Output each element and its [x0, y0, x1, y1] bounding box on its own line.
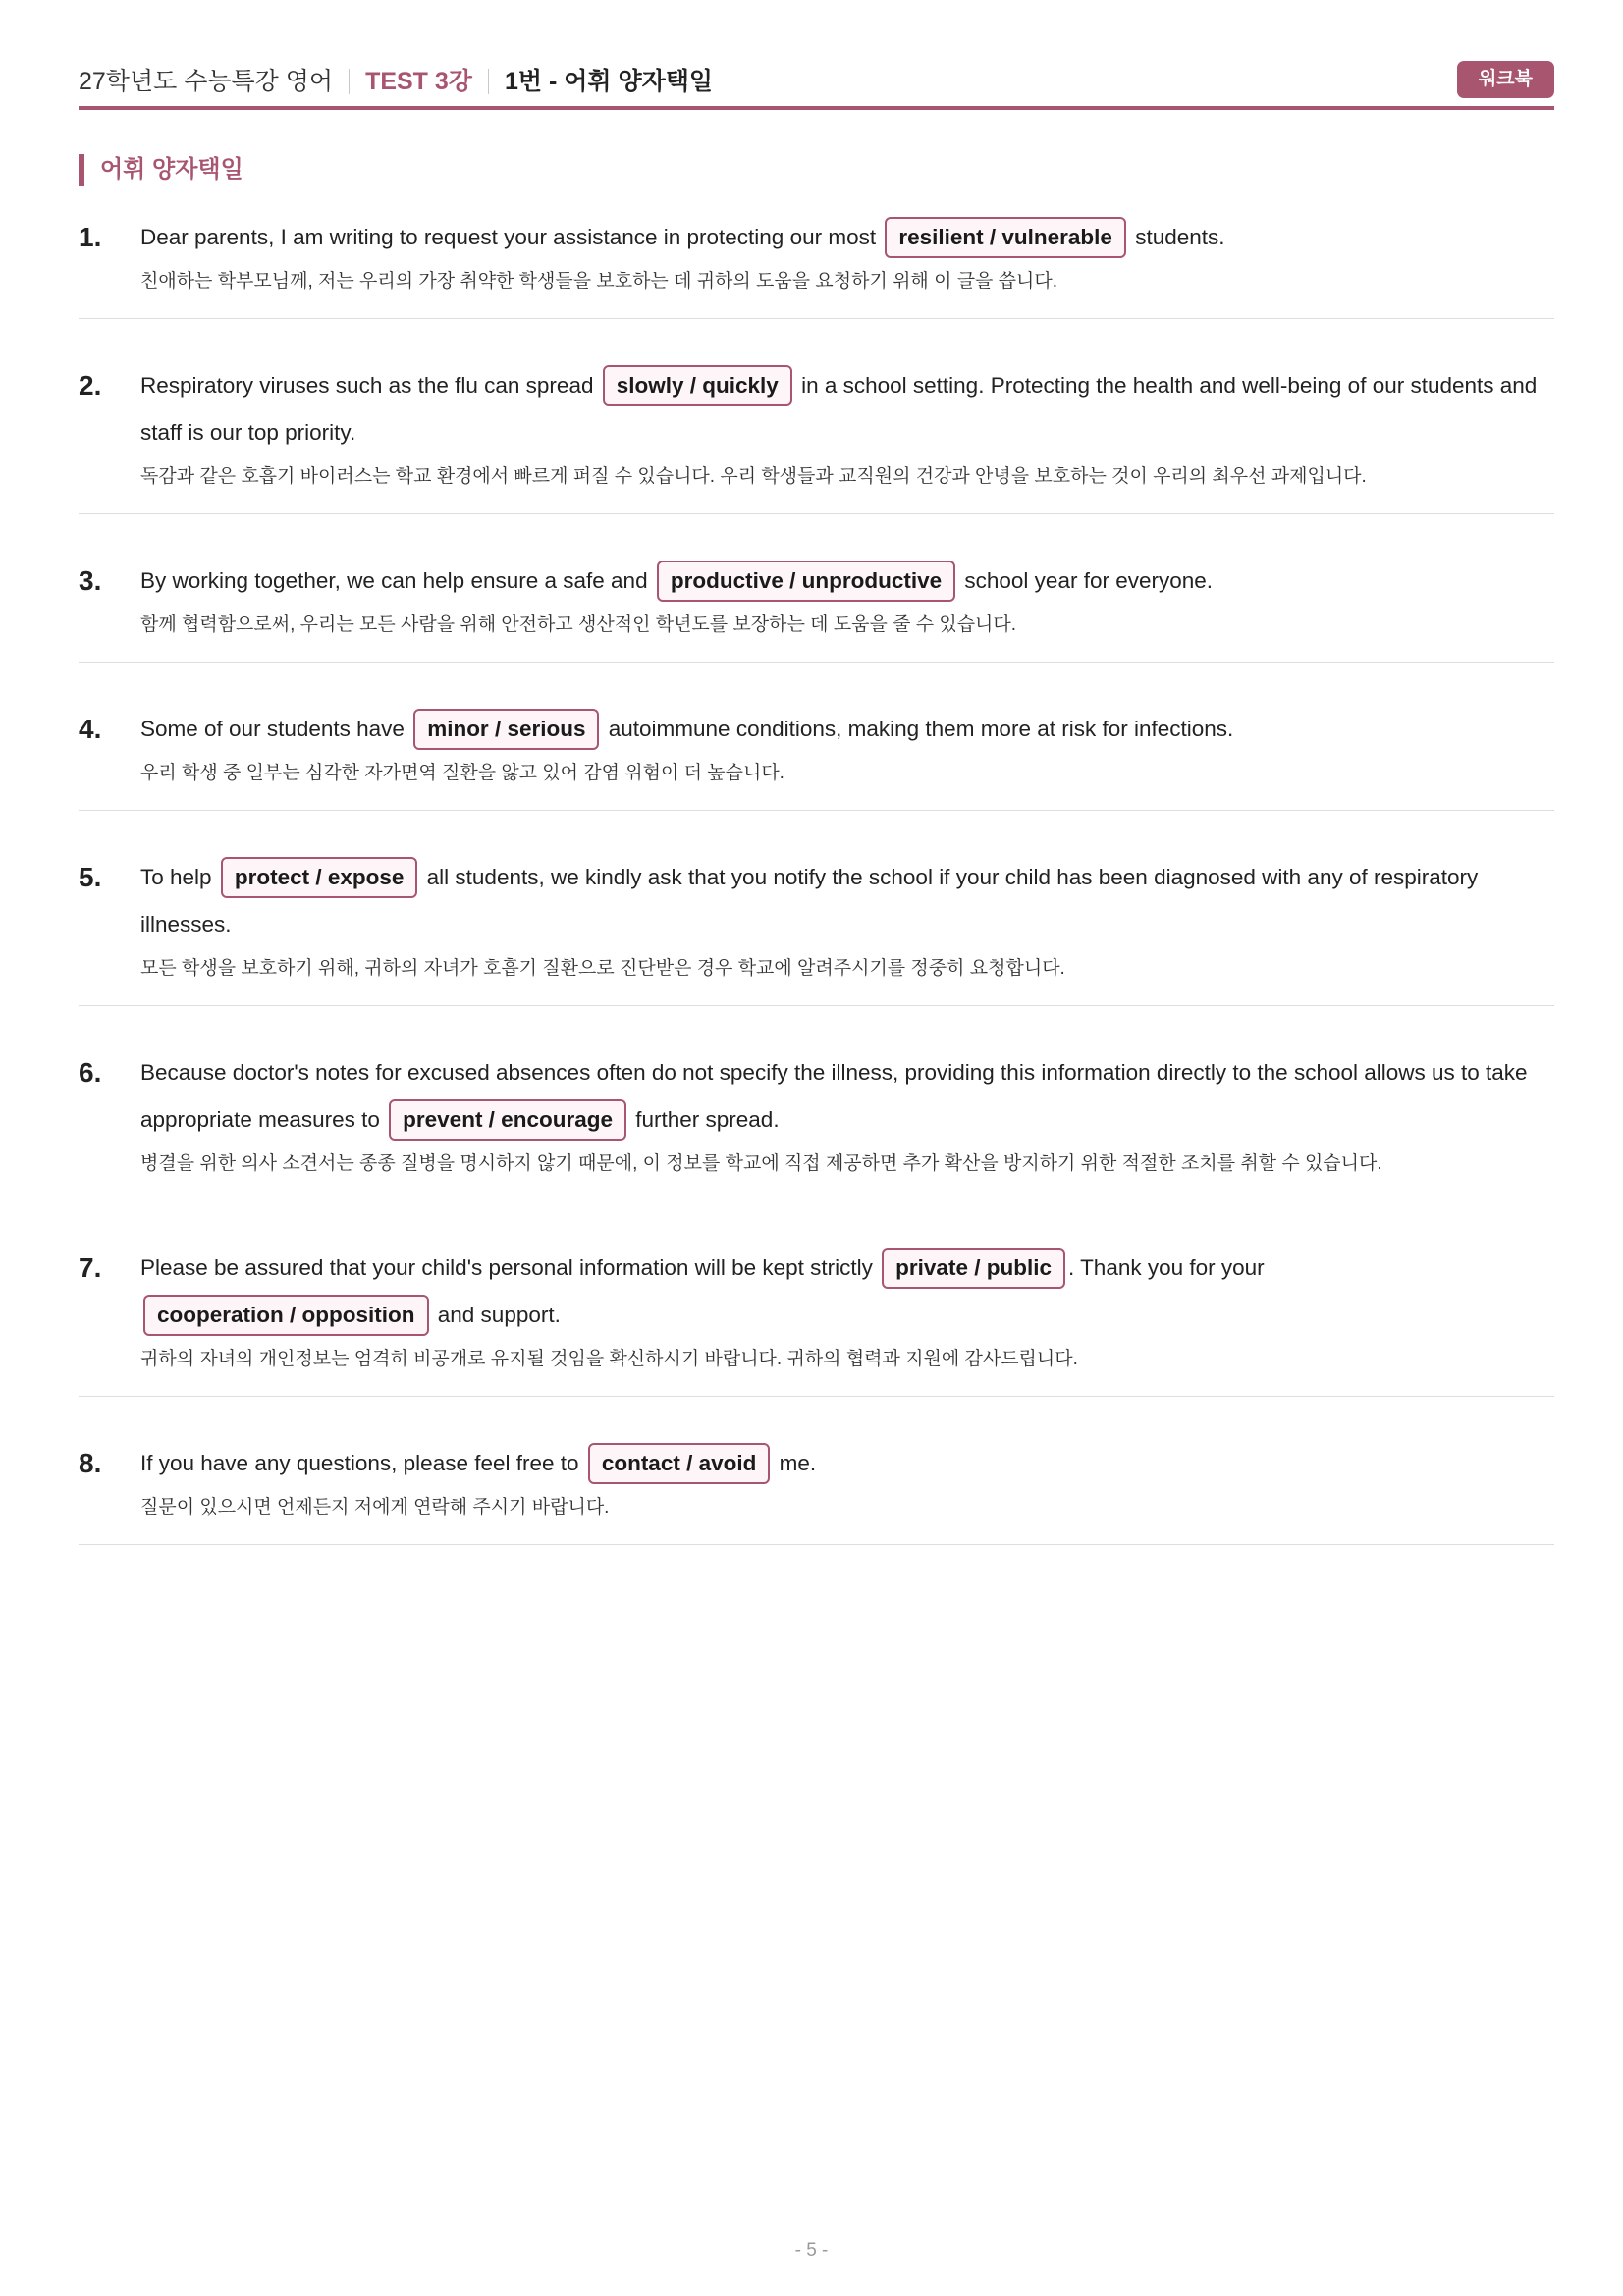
page-header: [79, 61, 1554, 110]
sentence-text: To help: [140, 865, 212, 889]
choice-box[interactable]: resilient / vulnerable: [885, 217, 1126, 258]
question-number: 2.: [79, 370, 102, 400]
korean-translation: 독감과 같은 호흡기 바이러스는 학교 환경에서 빠르게 퍼질 수 있습니다. 우리 학생들과 교직원의 건강과 안녕을 보호하는 것이 우리의 최우선 과제입니다.: [140, 466, 1367, 487]
sentence-text: all students, we kindly ask that you notify the school if your child has been diagnosed with any of respiratory illnesses.: [140, 865, 1479, 936]
sentence-text: . Thank you for your: [1067, 1255, 1265, 1280]
sentence-text: Because doctor's notes for excused absences often do not specify the illness, providing this information directly to the school allows us to take appropriate measures to: [140, 1060, 1528, 1132]
sentence-text: students.: [1135, 225, 1225, 249]
question-number: 1.: [79, 222, 102, 252]
choice-box[interactable]: prevent / encourage: [389, 1099, 626, 1141]
sentence-text: in a school setting. Protecting the health and well-being of our students and staff is our top priority.: [140, 373, 1538, 445]
sentence-text: me.: [779, 1451, 817, 1475]
choice-box[interactable]: protect / expose: [221, 857, 418, 898]
korean-translation: 우리 학생 중 일부는 심각한 자가면역 질환을 앓고 있어 감염 위험이 더 높습니다.: [140, 763, 784, 783]
book-title: 27학년도 수능특강 영어: [79, 68, 334, 95]
section-title: 어휘 양자택일: [79, 154, 243, 186]
sentence-text: If you have any questions, please feel free to: [140, 1451, 579, 1475]
breadcrumb: [79, 65, 713, 98]
korean-translation: 병결을 위한 의사 소견서는 종종 질병을 명시하지 않기 때문에, 이 정보를 학교에 직접 제공하면 추가 확산을 방지하기 위한 적절한 조치를 취할 수 있습니다.: [140, 1153, 1382, 1174]
choice-box[interactable]: productive / unproductive: [657, 561, 955, 602]
sentence-text: Some of our students have: [140, 717, 405, 741]
korean-translation: 귀하의 자녀의 개인정보는 엄격히 비공개로 유지될 것임을 확신하시기 바랍니다. 귀하의 협력과 지원에 감사드립니다.: [140, 1349, 1078, 1369]
english-sentence: [140, 854, 1554, 948]
choice-box[interactable]: minor / serious: [413, 709, 599, 750]
sentence-text: Please be assured that your child's personal information will be kept strictly: [140, 1255, 873, 1280]
workbook-badge: 워크북: [1457, 61, 1554, 98]
lesson-title: 1번 - 어휘 양자택일: [504, 68, 714, 95]
choice-box[interactable]: slowly / quickly: [603, 365, 792, 406]
question-item: [79, 204, 1554, 319]
choice-box[interactable]: private / public: [882, 1248, 1065, 1289]
sentence-text: Dear parents, I am writing to request your assistance in protecting our most: [140, 225, 877, 249]
english-sentence: [140, 1049, 1554, 1144]
sentence-text: school year for everyone.: [964, 568, 1214, 593]
question-item: [79, 696, 1554, 811]
korean-translation: 함께 협력함으로써, 우리는 모든 사람을 위해 안전하고 생산적인 학년도를 보장하는 데 도움을 줄 수 있습니다.: [140, 614, 1017, 635]
question-list: [79, 204, 1554, 1578]
english-sentence: [140, 214, 1554, 261]
question-number: 3.: [79, 565, 102, 596]
question-item: [79, 1235, 1554, 1397]
english-sentence: [140, 1440, 1554, 1487]
question-item: [79, 548, 1554, 663]
sentence-text: further spread.: [635, 1107, 780, 1132]
question-number: 8.: [79, 1448, 102, 1478]
question-item: [79, 1430, 1554, 1545]
question-item: [79, 352, 1554, 514]
question-number: 4.: [79, 714, 102, 744]
page-number: - 5 -: [794, 2240, 829, 2261]
test-label: TEST 3강: [365, 68, 472, 95]
sentence-text: autoimmune conditions, making them more at risk for infections.: [608, 717, 1234, 741]
question-number: 5.: [79, 862, 102, 892]
english-sentence: [140, 706, 1554, 753]
question-item: [79, 844, 1554, 1006]
english-sentence: [140, 1245, 1554, 1339]
breadcrumb-divider: [349, 69, 350, 94]
korean-translation: 질문이 있으시면 언제든지 저에게 연락해 주시기 바랍니다.: [140, 1497, 610, 1518]
english-sentence: [140, 362, 1554, 456]
choice-box[interactable]: contact / avoid: [588, 1443, 771, 1484]
sentence-text: By working together, we can help ensure a safe and: [140, 568, 648, 593]
question-number: 7.: [79, 1253, 102, 1283]
sentence-text: Respiratory viruses such as the flu can spread: [140, 373, 594, 398]
breadcrumb-divider: [488, 69, 489, 94]
question-item: [79, 1040, 1554, 1201]
question-number: 6.: [79, 1057, 102, 1088]
korean-translation: 친애하는 학부모님께, 저는 우리의 가장 취약한 학생들을 보호하는 데 귀하의 도움을 요청하기 위해 이 글을 씁니다.: [140, 271, 1058, 292]
choice-box[interactable]: cooperation / opposition: [143, 1295, 429, 1336]
korean-translation: 모든 학생을 보호하기 위해, 귀하의 자녀가 호흡기 질환으로 진단받은 경우 학교에 알려주시기를 정중히 요청합니다.: [140, 958, 1065, 979]
english-sentence: [140, 558, 1554, 605]
sentence-text: and support.: [437, 1303, 561, 1327]
